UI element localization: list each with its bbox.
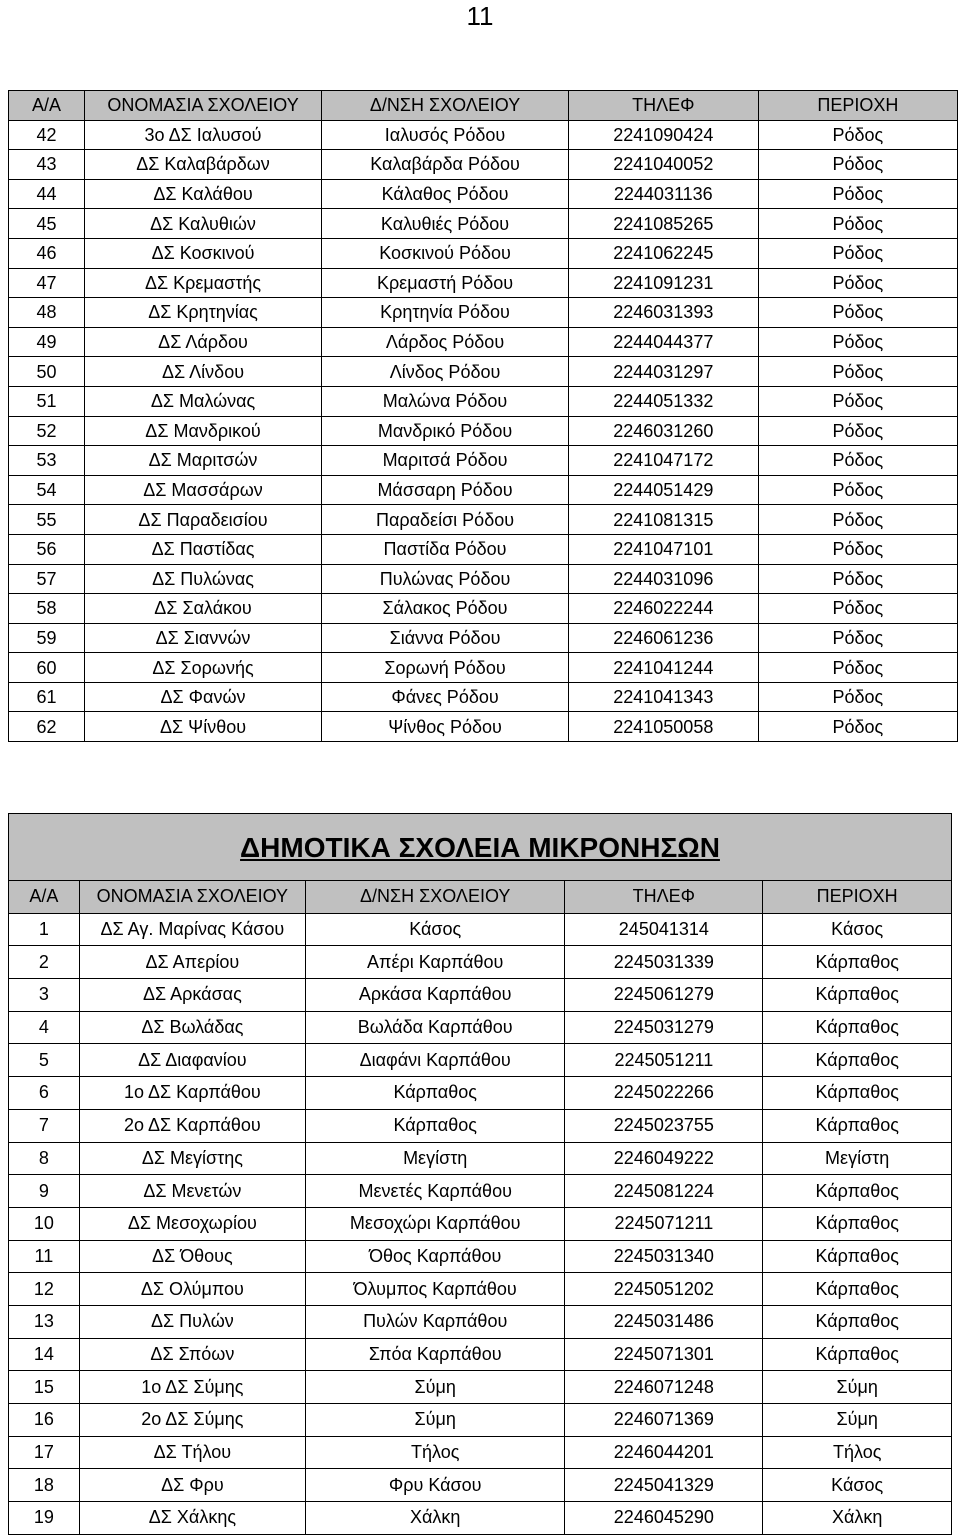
cell-phone: 2245051211 bbox=[565, 1044, 763, 1077]
cell-area: Ρόδος bbox=[758, 150, 957, 180]
table-row bbox=[9, 1077, 952, 1110]
header-phone: ΤΗΛΕΦ bbox=[565, 881, 763, 914]
cell-area: Ρόδος bbox=[758, 653, 957, 683]
cell-aa: 18 bbox=[9, 1469, 80, 1502]
cell-aa: 47 bbox=[9, 268, 85, 298]
cell-school-address: Κοσκινού Ρόδου bbox=[322, 238, 569, 268]
cell-aa: 11 bbox=[9, 1240, 80, 1273]
cell-phone: 2245031340 bbox=[565, 1240, 763, 1273]
cell-school-address: Φρυ Κάσου bbox=[306, 1469, 565, 1502]
cell-phone: 2245031279 bbox=[565, 1011, 763, 1044]
cell-school-name: ΔΣ Μασσάρων bbox=[84, 475, 321, 505]
cell-phone: 2241062245 bbox=[568, 238, 758, 268]
cell-school-address: Αρκάσα Καρπάθου bbox=[306, 979, 565, 1012]
cell-school-address: Μανδρικό Ρόδου bbox=[322, 416, 569, 446]
table-header-row bbox=[9, 91, 958, 121]
cell-phone: 2245031339 bbox=[565, 946, 763, 979]
cell-school-address: Μενετές Καρπάθου bbox=[306, 1175, 565, 1208]
cell-school-address: Κάσος bbox=[306, 913, 565, 946]
cell-area: Ρόδος bbox=[758, 712, 957, 742]
header-school-address: Δ/ΝΣΗ ΣΧΟΛΕΙΟΥ bbox=[306, 881, 565, 914]
table-row bbox=[9, 1502, 952, 1535]
cell-school-name: ΔΣ Καλυθιών bbox=[84, 209, 321, 239]
cell-aa: 5 bbox=[9, 1044, 80, 1077]
cell-aa: 46 bbox=[9, 238, 85, 268]
cell-school-address: Σύμη bbox=[306, 1371, 565, 1404]
cell-area: Σύμη bbox=[763, 1371, 952, 1404]
table-row bbox=[9, 298, 958, 328]
cell-aa: 12 bbox=[9, 1273, 80, 1306]
cell-school-address: Ψίνθος Ρόδου bbox=[322, 712, 569, 742]
cell-aa: 51 bbox=[9, 386, 85, 416]
header-phone: ΤΗΛΕΦ bbox=[568, 91, 758, 121]
cell-aa: 10 bbox=[9, 1207, 80, 1240]
cell-area: Κάρπαθος bbox=[763, 1109, 952, 1142]
cell-phone: 2245031486 bbox=[565, 1305, 763, 1338]
cell-school-name: ΔΣ Κοσκινού bbox=[84, 238, 321, 268]
cell-phone: 2244031297 bbox=[568, 357, 758, 387]
rhodes-schools-table bbox=[8, 90, 958, 742]
cell-school-address: Μεγίστη bbox=[306, 1142, 565, 1175]
cell-aa: 44 bbox=[9, 179, 85, 209]
table-row bbox=[9, 1404, 952, 1437]
cell-aa: 19 bbox=[9, 1502, 80, 1535]
cell-area: Ρόδος bbox=[758, 594, 957, 624]
cell-school-name: ΔΣ Αγ. Μαρίνας Κάσου bbox=[79, 913, 305, 946]
cell-area: Ρόδος bbox=[758, 357, 957, 387]
cell-school-name: ΔΣ Μεγίστης bbox=[79, 1142, 305, 1175]
cell-school-name: ΔΣ Βωλάδας bbox=[79, 1011, 305, 1044]
cell-aa: 55 bbox=[9, 505, 85, 535]
cell-phone: 2245051202 bbox=[565, 1273, 763, 1306]
cell-school-address: Σορωνή Ρόδου bbox=[322, 653, 569, 683]
cell-aa: 43 bbox=[9, 150, 85, 180]
cell-aa: 17 bbox=[9, 1436, 80, 1469]
cell-school-name: ΔΣ Κρητηνίας bbox=[84, 298, 321, 328]
table-row bbox=[9, 238, 958, 268]
cell-school-address: Σύμη bbox=[306, 1404, 565, 1437]
cell-area: Ρόδος bbox=[758, 505, 957, 535]
cell-school-name: 1ο ΔΣ Σύμης bbox=[79, 1371, 305, 1404]
cell-aa: 50 bbox=[9, 357, 85, 387]
table-row bbox=[9, 623, 958, 653]
cell-area: Κάρπαθος bbox=[763, 1273, 952, 1306]
cell-school-address: Μεσοχώρι Καρπάθου bbox=[306, 1207, 565, 1240]
islands-schools-table bbox=[8, 813, 952, 1535]
table-row bbox=[9, 1273, 952, 1306]
cell-aa: 53 bbox=[9, 446, 85, 476]
cell-area: Ρόδος bbox=[758, 534, 957, 564]
cell-phone: 2246049222 bbox=[565, 1142, 763, 1175]
cell-school-name: 3ο ΔΣ Ιαλυσού bbox=[84, 120, 321, 150]
cell-school-address: Μαλώνα Ρόδου bbox=[322, 386, 569, 416]
cell-phone: 2241047172 bbox=[568, 446, 758, 476]
table-row bbox=[9, 979, 952, 1012]
cell-phone: 2244051429 bbox=[568, 475, 758, 505]
cell-school-address: Κάρπαθος bbox=[306, 1077, 565, 1110]
cell-area: Ρόδος bbox=[758, 209, 957, 239]
cell-school-name: ΔΣ Μεσοχωρίου bbox=[79, 1207, 305, 1240]
cell-school-address: Ιαλυσός Ρόδου bbox=[322, 120, 569, 150]
cell-phone: 2245081224 bbox=[565, 1175, 763, 1208]
cell-area: Ρόδος bbox=[758, 327, 957, 357]
table-row bbox=[9, 564, 958, 594]
table-row bbox=[9, 946, 952, 979]
cell-aa: 4 bbox=[9, 1011, 80, 1044]
cell-school-name: 2ο ΔΣ Σύμης bbox=[79, 1404, 305, 1437]
table-row bbox=[9, 446, 958, 476]
cell-school-address: Κρεμαστή Ρόδου bbox=[322, 268, 569, 298]
cell-aa: 3 bbox=[9, 979, 80, 1012]
cell-school-address: Παστίδα Ρόδου bbox=[322, 534, 569, 564]
page-number: 11 bbox=[466, 1, 494, 31]
cell-school-name: ΔΣ Διαφανίου bbox=[79, 1044, 305, 1077]
cell-school-address: Κρητηνία Ρόδου bbox=[322, 298, 569, 328]
cell-school-name: ΔΣ Καλάθου bbox=[84, 179, 321, 209]
cell-phone: 2245071301 bbox=[565, 1338, 763, 1371]
cell-aa: 56 bbox=[9, 534, 85, 564]
cell-area: Τήλος bbox=[763, 1436, 952, 1469]
header-school-address: Δ/ΝΣΗ ΣΧΟΛΕΙΟΥ bbox=[322, 91, 569, 121]
cell-school-name: ΔΣ Πυλώνας bbox=[84, 564, 321, 594]
cell-phone: 2246031260 bbox=[568, 416, 758, 446]
cell-school-address: Πυλών Καρπάθου bbox=[306, 1305, 565, 1338]
cell-school-address: Φάνες Ρόδου bbox=[322, 682, 569, 712]
table-row bbox=[9, 1175, 952, 1208]
table-row bbox=[9, 1371, 952, 1404]
cell-school-name: ΔΣ Ψίνθου bbox=[84, 712, 321, 742]
header-school-name: ΟΝΟΜΑΣΙΑ ΣΧΟΛΕΙΟΥ bbox=[84, 91, 321, 121]
cell-school-address: Σάλακος Ρόδου bbox=[322, 594, 569, 624]
cell-school-name: ΔΣ Μαριτσών bbox=[84, 446, 321, 476]
cell-phone: 2241091231 bbox=[568, 268, 758, 298]
cell-phone: 2246071248 bbox=[565, 1371, 763, 1404]
cell-school-address: Διαφάνι Καρπάθου bbox=[306, 1044, 565, 1077]
cell-area: Ρόδος bbox=[758, 268, 957, 298]
table-row bbox=[9, 913, 952, 946]
cell-school-address: Λάρδος Ρόδου bbox=[322, 327, 569, 357]
cell-phone: 2241040052 bbox=[568, 150, 758, 180]
cell-area: Σύμη bbox=[763, 1404, 952, 1437]
cell-area: Κάσος bbox=[763, 913, 952, 946]
cell-area: Ρόδος bbox=[758, 386, 957, 416]
cell-area: Κάρπαθος bbox=[763, 1338, 952, 1371]
table-row bbox=[9, 505, 958, 535]
cell-aa: 61 bbox=[9, 682, 85, 712]
cell-area: Ρόδος bbox=[758, 623, 957, 653]
cell-aa: 59 bbox=[9, 623, 85, 653]
cell-school-name: ΔΣ Λίνδου bbox=[84, 357, 321, 387]
cell-area: Κάρπαθος bbox=[763, 1011, 952, 1044]
header-aa: Α/Α bbox=[9, 881, 80, 914]
header-aa: Α/Α bbox=[9, 91, 85, 121]
cell-school-address: Απέρι Καρπάθου bbox=[306, 946, 565, 979]
cell-school-name: ΔΣ Καλαβάρδων bbox=[84, 150, 321, 180]
cell-school-address: Καλαβάρδα Ρόδου bbox=[322, 150, 569, 180]
table-row bbox=[9, 1338, 952, 1371]
table-row bbox=[9, 1436, 952, 1469]
cell-school-address: Μαριτσά Ρόδου bbox=[322, 446, 569, 476]
cell-area: Ρόδος bbox=[758, 298, 957, 328]
table-row bbox=[9, 209, 958, 239]
table-row bbox=[9, 1305, 952, 1338]
table-row bbox=[9, 1142, 952, 1175]
table-row bbox=[9, 327, 958, 357]
cell-area: Ρόδος bbox=[758, 416, 957, 446]
cell-phone: 2245023755 bbox=[565, 1109, 763, 1142]
cell-school-name: 2ο ΔΣ Καρπάθου bbox=[79, 1109, 305, 1142]
cell-school-name: ΔΣ Φρυ bbox=[79, 1469, 305, 1502]
table-row bbox=[9, 150, 958, 180]
cell-phone: 2241085265 bbox=[568, 209, 758, 239]
cell-aa: 16 bbox=[9, 1404, 80, 1437]
cell-aa: 62 bbox=[9, 712, 85, 742]
cell-school-name: ΔΣ Τήλου bbox=[79, 1436, 305, 1469]
cell-phone: 2246044201 bbox=[565, 1436, 763, 1469]
table-row bbox=[9, 1240, 952, 1273]
table-row bbox=[9, 179, 958, 209]
cell-school-address: Καλυθιές Ρόδου bbox=[322, 209, 569, 239]
cell-school-address: Βωλάδα Καρπάθου bbox=[306, 1011, 565, 1044]
table-row bbox=[9, 1044, 952, 1077]
table-row bbox=[9, 1011, 952, 1044]
cell-school-name: ΔΣ Απερίου bbox=[79, 946, 305, 979]
table-row bbox=[9, 357, 958, 387]
cell-phone: 2241041244 bbox=[568, 653, 758, 683]
cell-phone: 2241090424 bbox=[568, 120, 758, 150]
cell-area: Κάρπαθος bbox=[763, 979, 952, 1012]
table-row bbox=[9, 712, 958, 742]
table-row bbox=[9, 1469, 952, 1502]
cell-area: Ρόδος bbox=[758, 682, 957, 712]
table-row bbox=[9, 475, 958, 505]
cell-school-address: Σιάννα Ρόδου bbox=[322, 623, 569, 653]
cell-school-name: ΔΣ Αρκάσας bbox=[79, 979, 305, 1012]
cell-area: Κάρπαθος bbox=[763, 1207, 952, 1240]
cell-school-address: Κάλαθος Ρόδου bbox=[322, 179, 569, 209]
cell-phone: 2245061279 bbox=[565, 979, 763, 1012]
cell-aa: 9 bbox=[9, 1175, 80, 1208]
cell-area: Ρόδος bbox=[758, 120, 957, 150]
cell-school-name: ΔΣ Ολύμπου bbox=[79, 1273, 305, 1306]
table-row bbox=[9, 268, 958, 298]
cell-school-name: 1ο ΔΣ Καρπάθου bbox=[79, 1077, 305, 1110]
cell-school-name: ΔΣ Όθους bbox=[79, 1240, 305, 1273]
cell-school-address: Λίνδος Ρόδου bbox=[322, 357, 569, 387]
cell-phone: 2246031393 bbox=[568, 298, 758, 328]
cell-aa: 54 bbox=[9, 475, 85, 505]
table-row bbox=[9, 653, 958, 683]
cell-school-address: Μάσσαρη Ρόδου bbox=[322, 475, 569, 505]
cell-phone: 2245022266 bbox=[565, 1077, 763, 1110]
cell-aa: 1 bbox=[9, 913, 80, 946]
cell-phone: 2246071369 bbox=[565, 1404, 763, 1437]
cell-school-name: ΔΣ Σπόων bbox=[79, 1338, 305, 1371]
cell-school-address: Σπόα Καρπάθου bbox=[306, 1338, 565, 1371]
cell-area: Ρόδος bbox=[758, 179, 957, 209]
cell-school-name: ΔΣ Σαλάκου bbox=[84, 594, 321, 624]
cell-school-name: ΔΣ Μενετών bbox=[79, 1175, 305, 1208]
cell-phone: 2246022244 bbox=[568, 594, 758, 624]
cell-aa: 58 bbox=[9, 594, 85, 624]
cell-aa: 60 bbox=[9, 653, 85, 683]
cell-aa: 7 bbox=[9, 1109, 80, 1142]
cell-school-name: ΔΣ Πυλών bbox=[79, 1305, 305, 1338]
cell-area: Κάρπαθος bbox=[763, 1175, 952, 1208]
cell-phone: 2241047101 bbox=[568, 534, 758, 564]
header-area: ΠΕΡΙΟΧΗ bbox=[758, 91, 957, 121]
cell-phone: 2246045290 bbox=[565, 1502, 763, 1535]
cell-phone: 2245071211 bbox=[565, 1207, 763, 1240]
cell-area: Χάλκη bbox=[763, 1502, 952, 1535]
cell-aa: 2 bbox=[9, 946, 80, 979]
cell-phone: 2244031096 bbox=[568, 564, 758, 594]
cell-school-address: Πυλώνας Ρόδου bbox=[322, 564, 569, 594]
table-row bbox=[9, 534, 958, 564]
table-row bbox=[9, 120, 958, 150]
cell-aa: 6 bbox=[9, 1077, 80, 1110]
cell-school-address: Τήλος bbox=[306, 1436, 565, 1469]
cell-phone: 2241041343 bbox=[568, 682, 758, 712]
cell-area: Ρόδος bbox=[758, 564, 957, 594]
table-header-row bbox=[9, 881, 952, 914]
cell-phone: 2244044377 bbox=[568, 327, 758, 357]
table-row bbox=[9, 416, 958, 446]
cell-school-address: Χάλκη bbox=[306, 1502, 565, 1535]
cell-phone: 245041314 bbox=[565, 913, 763, 946]
section-title: ΔΗΜΟΤΙΚΑ ΣΧΟΛΕΙΑ ΜΙΚΡΟΝΗΣΩΝ bbox=[9, 814, 952, 881]
cell-school-name: ΔΣ Χάλκης bbox=[79, 1502, 305, 1535]
cell-aa: 48 bbox=[9, 298, 85, 328]
cell-aa: 14 bbox=[9, 1338, 80, 1371]
cell-aa: 15 bbox=[9, 1371, 80, 1404]
cell-area: Κάρπαθος bbox=[763, 946, 952, 979]
cell-school-address: Κάρπαθος bbox=[306, 1109, 565, 1142]
cell-area: Ρόδος bbox=[758, 475, 957, 505]
cell-aa: 13 bbox=[9, 1305, 80, 1338]
table-row bbox=[9, 682, 958, 712]
cell-school-name: ΔΣ Μανδρικού bbox=[84, 416, 321, 446]
cell-phone: 2241050058 bbox=[568, 712, 758, 742]
table-row bbox=[9, 1207, 952, 1240]
header-area: ΠΕΡΙΟΧΗ bbox=[763, 881, 952, 914]
cell-school-name: ΔΣ Μαλώνας bbox=[84, 386, 321, 416]
cell-area: Κάρπαθος bbox=[763, 1240, 952, 1273]
table-title-row bbox=[9, 814, 952, 881]
cell-aa: 42 bbox=[9, 120, 85, 150]
cell-school-name: ΔΣ Παστίδας bbox=[84, 534, 321, 564]
cell-area: Κάσος bbox=[763, 1469, 952, 1502]
cell-school-name: ΔΣ Κρεμαστής bbox=[84, 268, 321, 298]
header-school-name: ΟΝΟΜΑΣΙΑ ΣΧΟΛΕΙΟΥ bbox=[79, 881, 305, 914]
cell-school-name: ΔΣ Λάρδου bbox=[84, 327, 321, 357]
cell-phone: 2244031136 bbox=[568, 179, 758, 209]
cell-aa: 57 bbox=[9, 564, 85, 594]
cell-school-address: Όθος Καρπάθου bbox=[306, 1240, 565, 1273]
table-row bbox=[9, 1109, 952, 1142]
cell-area: Κάρπαθος bbox=[763, 1077, 952, 1110]
cell-aa: 52 bbox=[9, 416, 85, 446]
cell-area: Ρόδος bbox=[758, 446, 957, 476]
cell-aa: 45 bbox=[9, 209, 85, 239]
cell-phone: 2246061236 bbox=[568, 623, 758, 653]
cell-phone: 2241081315 bbox=[568, 505, 758, 535]
cell-phone: 2244051332 bbox=[568, 386, 758, 416]
cell-phone: 2245041329 bbox=[565, 1469, 763, 1502]
table-row bbox=[9, 386, 958, 416]
cell-school-name: ΔΣ Σιαννών bbox=[84, 623, 321, 653]
cell-aa: 49 bbox=[9, 327, 85, 357]
cell-school-name: ΔΣ Φανών bbox=[84, 682, 321, 712]
cell-area: Κάρπαθος bbox=[763, 1305, 952, 1338]
cell-school-address: Όλυμπος Καρπάθου bbox=[306, 1273, 565, 1306]
cell-school-name: ΔΣ Σορωνής bbox=[84, 653, 321, 683]
cell-school-address: Παραδείσι Ρόδου bbox=[322, 505, 569, 535]
cell-aa: 8 bbox=[9, 1142, 80, 1175]
cell-area: Ρόδος bbox=[758, 238, 957, 268]
table-row bbox=[9, 594, 958, 624]
cell-school-name: ΔΣ Παραδεισίου bbox=[84, 505, 321, 535]
cell-area: Μεγίστη bbox=[763, 1142, 952, 1175]
cell-area: Κάρπαθος bbox=[763, 1044, 952, 1077]
